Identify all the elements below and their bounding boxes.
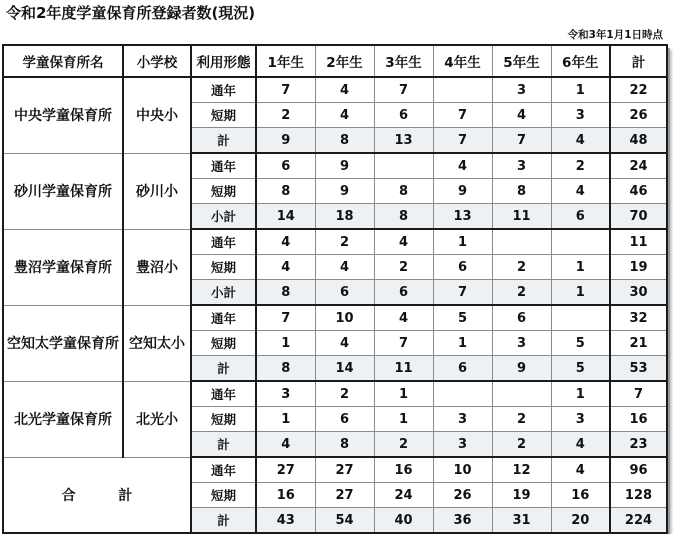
grand-total-label: 合 計 xyxy=(3,457,191,533)
header-grade-5: 5年生 xyxy=(492,45,551,77)
usage-type-cell: 短期 xyxy=(191,103,256,128)
header-school: 小学校 xyxy=(123,45,191,77)
grade-1-count: 8 xyxy=(256,280,315,306)
grade-5-count: 2 xyxy=(492,255,551,280)
grade-2-count: 27 xyxy=(315,483,374,508)
grade-3-count: 4 xyxy=(374,229,433,255)
grade-2-count: 9 xyxy=(315,153,374,179)
grade-3-count: 1 xyxy=(374,407,433,432)
grade-3-count: 7 xyxy=(374,331,433,356)
grade-5-count: 4 xyxy=(492,103,551,128)
grade-4-count: 3 xyxy=(433,407,492,432)
table-row xyxy=(3,77,667,103)
grade-2-count: 2 xyxy=(315,381,374,407)
grade-1-count: 4 xyxy=(256,229,315,255)
grade-6-count: 2 xyxy=(551,153,610,179)
grade-5-count: 3 xyxy=(492,331,551,356)
grade-6-count: 5 xyxy=(551,331,610,356)
as-of-date: 令和3年1月1日時点 xyxy=(567,29,663,41)
row-total: 128 xyxy=(610,483,667,508)
grade-1-count: 4 xyxy=(256,255,315,280)
usage-type-cell: 通年 xyxy=(191,457,256,483)
registration-table-container xyxy=(2,44,666,534)
grade-1-count: 9 xyxy=(256,128,315,154)
grade-4-count: 26 xyxy=(433,483,492,508)
grade-6-count: 4 xyxy=(551,457,610,483)
row-total: 26 xyxy=(610,103,667,128)
registration-table xyxy=(2,44,668,534)
grade-6-count: 5 xyxy=(551,356,610,382)
grade-5-count: 8 xyxy=(492,179,551,204)
grade-5-count: 12 xyxy=(492,457,551,483)
grade-2-count: 4 xyxy=(315,77,374,103)
row-total: 7 xyxy=(610,381,667,407)
grade-4-count: 3 xyxy=(433,432,492,458)
grade-3-count: 4 xyxy=(374,305,433,331)
row-total: 46 xyxy=(610,179,667,204)
table-row xyxy=(3,229,667,255)
grade-1-count: 43 xyxy=(256,508,315,534)
grade-2-count: 27 xyxy=(315,457,374,483)
grade-1-count: 7 xyxy=(256,77,315,103)
row-total: 70 xyxy=(610,204,667,230)
grade-1-count: 3 xyxy=(256,381,315,407)
grade-2-count: 6 xyxy=(315,407,374,432)
grade-4-count xyxy=(433,381,492,407)
row-total: 19 xyxy=(610,255,667,280)
grade-1-count: 8 xyxy=(256,179,315,204)
grade-5-count: 2 xyxy=(492,432,551,458)
grade-1-count: 16 xyxy=(256,483,315,508)
grade-4-count: 36 xyxy=(433,508,492,534)
header-grade-4: 4年生 xyxy=(433,45,492,77)
row-total: 32 xyxy=(610,305,667,331)
grade-3-count: 40 xyxy=(374,508,433,534)
grade-2-count: 4 xyxy=(315,103,374,128)
row-total: 53 xyxy=(610,356,667,382)
grade-1-count: 27 xyxy=(256,457,315,483)
usage-type-cell: 計 xyxy=(191,128,256,154)
usage-type-cell: 短期 xyxy=(191,407,256,432)
grade-2-count: 2 xyxy=(315,229,374,255)
table-row xyxy=(3,381,667,407)
grade-5-count: 3 xyxy=(492,153,551,179)
grade-3-count: 6 xyxy=(374,280,433,306)
grade-6-count: 4 xyxy=(551,432,610,458)
grade-6-count xyxy=(551,229,610,255)
grade-4-count: 7 xyxy=(433,128,492,154)
grade-4-count: 6 xyxy=(433,255,492,280)
grade-3-count: 7 xyxy=(374,77,433,103)
grade-1-count: 7 xyxy=(256,305,315,331)
usage-type-cell: 通年 xyxy=(191,153,256,179)
row-total: 21 xyxy=(610,331,667,356)
grade-3-count: 2 xyxy=(374,432,433,458)
grade-3-count: 2 xyxy=(374,255,433,280)
school-name: 中央小 xyxy=(123,77,191,153)
grade-3-count: 8 xyxy=(374,204,433,230)
table-row xyxy=(3,305,667,331)
grade-4-count xyxy=(433,77,492,103)
usage-type-cell: 通年 xyxy=(191,305,256,331)
grade-6-count: 3 xyxy=(551,103,610,128)
grade-3-count: 11 xyxy=(374,356,433,382)
grade-2-count: 4 xyxy=(315,255,374,280)
grade-6-count: 6 xyxy=(551,204,610,230)
grade-2-count: 8 xyxy=(315,432,374,458)
header-row xyxy=(3,45,667,77)
facility-name: 砂川学童保育所 xyxy=(3,153,123,229)
grade-6-count xyxy=(551,305,610,331)
header-total: 計 xyxy=(610,45,667,77)
usage-type-cell: 短期 xyxy=(191,483,256,508)
grade-1-count: 2 xyxy=(256,103,315,128)
grade-2-count: 6 xyxy=(315,280,374,306)
grade-3-count: 1 xyxy=(374,381,433,407)
grade-3-count: 16 xyxy=(374,457,433,483)
grade-1-count: 1 xyxy=(256,331,315,356)
grade-4-count: 1 xyxy=(433,229,492,255)
grade-4-count: 4 xyxy=(433,153,492,179)
grade-5-count: 19 xyxy=(492,483,551,508)
grade-2-count: 4 xyxy=(315,331,374,356)
usage-type-cell: 通年 xyxy=(191,77,256,103)
facility-name: 空知太学童保育所 xyxy=(3,305,123,381)
grade-6-count: 1 xyxy=(551,280,610,306)
grade-5-count xyxy=(492,381,551,407)
table-row xyxy=(3,153,667,179)
grade-1-count: 14 xyxy=(256,204,315,230)
grade-5-count: 31 xyxy=(492,508,551,534)
grade-5-count: 11 xyxy=(492,204,551,230)
header-grade-1: 1年生 xyxy=(256,45,315,77)
school-name: 空知太小 xyxy=(123,305,191,381)
table-row xyxy=(3,457,667,483)
header-facility: 学童保育所名 xyxy=(3,45,123,77)
header-grade-3: 3年生 xyxy=(374,45,433,77)
row-total: 224 xyxy=(610,508,667,534)
grade-1-count: 4 xyxy=(256,432,315,458)
grade-4-count: 7 xyxy=(433,280,492,306)
row-total: 16 xyxy=(610,407,667,432)
row-total: 30 xyxy=(610,280,667,306)
grade-5-count: 7 xyxy=(492,128,551,154)
usage-type-cell: 計 xyxy=(191,356,256,382)
header-usage-type: 利用形態 xyxy=(191,45,256,77)
usage-type-cell: 小計 xyxy=(191,204,256,230)
row-total: 48 xyxy=(610,128,667,154)
grade-3-count: 13 xyxy=(374,128,433,154)
grade-6-count: 1 xyxy=(551,381,610,407)
grade-2-count: 18 xyxy=(315,204,374,230)
grade-6-count: 4 xyxy=(551,179,610,204)
grade-6-count: 1 xyxy=(551,255,610,280)
grade-6-count: 4 xyxy=(551,128,610,154)
grade-5-count xyxy=(492,229,551,255)
usage-type-cell: 短期 xyxy=(191,179,256,204)
grade-6-count: 16 xyxy=(551,483,610,508)
row-total: 23 xyxy=(610,432,667,458)
page-title: 令和2年度学童保育所登録者数(現況) xyxy=(6,4,256,22)
school-name: 砂川小 xyxy=(123,153,191,229)
school-name: 豊沼小 xyxy=(123,229,191,305)
grade-5-count: 2 xyxy=(492,280,551,306)
row-total: 11 xyxy=(610,229,667,255)
grade-2-count: 54 xyxy=(315,508,374,534)
header-grade-6: 6年生 xyxy=(551,45,610,77)
grade-1-count: 1 xyxy=(256,407,315,432)
usage-type-cell: 通年 xyxy=(191,381,256,407)
row-total: 24 xyxy=(610,153,667,179)
facility-name: 中央学童保育所 xyxy=(3,77,123,153)
grade-4-count: 9 xyxy=(433,179,492,204)
grade-2-count: 10 xyxy=(315,305,374,331)
table-body xyxy=(3,77,667,533)
usage-type-cell: 計 xyxy=(191,508,256,534)
header-grade-2: 2年生 xyxy=(315,45,374,77)
grade-5-count: 2 xyxy=(492,407,551,432)
grade-3-count: 8 xyxy=(374,179,433,204)
grade-4-count: 5 xyxy=(433,305,492,331)
grade-4-count: 6 xyxy=(433,356,492,382)
grade-5-count: 6 xyxy=(492,305,551,331)
usage-type-cell: 短期 xyxy=(191,331,256,356)
grade-6-count: 20 xyxy=(551,508,610,534)
school-name: 北光小 xyxy=(123,381,191,457)
usage-type-cell: 通年 xyxy=(191,229,256,255)
grade-6-count: 1 xyxy=(551,77,610,103)
grade-5-count: 9 xyxy=(492,356,551,382)
row-total: 22 xyxy=(610,77,667,103)
grade-2-count: 9 xyxy=(315,179,374,204)
grade-6-count: 3 xyxy=(551,407,610,432)
grade-5-count: 3 xyxy=(492,77,551,103)
facility-name: 豊沼学童保育所 xyxy=(3,229,123,305)
usage-type-cell: 計 xyxy=(191,432,256,458)
grade-4-count: 7 xyxy=(433,103,492,128)
grade-2-count: 14 xyxy=(315,356,374,382)
grade-3-count xyxy=(374,153,433,179)
grade-3-count: 24 xyxy=(374,483,433,508)
grade-4-count: 10 xyxy=(433,457,492,483)
facility-name: 北光学童保育所 xyxy=(3,381,123,457)
grade-3-count: 6 xyxy=(374,103,433,128)
grade-1-count: 6 xyxy=(256,153,315,179)
grade-4-count: 1 xyxy=(433,331,492,356)
usage-type-cell: 短期 xyxy=(191,255,256,280)
grade-2-count: 8 xyxy=(315,128,374,154)
grade-1-count: 8 xyxy=(256,356,315,382)
grade-4-count: 13 xyxy=(433,204,492,230)
row-total: 96 xyxy=(610,457,667,483)
usage-type-cell: 小計 xyxy=(191,280,256,306)
